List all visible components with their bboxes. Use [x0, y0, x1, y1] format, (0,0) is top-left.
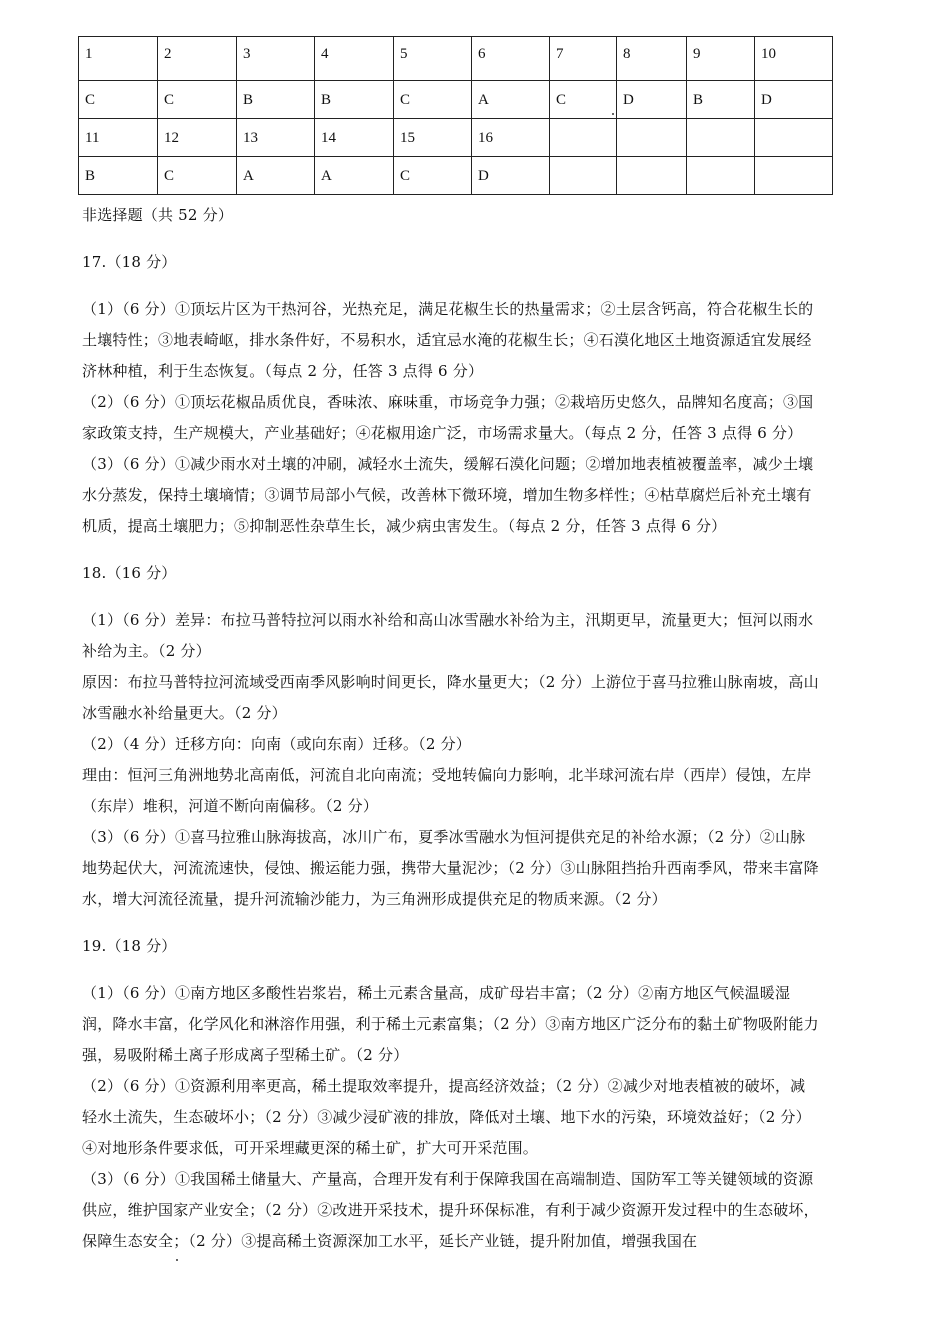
- table-cell: A: [315, 157, 394, 195]
- q17-part-2: （2）（6 分）①顶坛花椒品质优良，香味浓、麻味重，市场竞争力强；②栽培历史悠久，品牌知名度高；③国家政策支持，生产规模大，产业基础好；④花椒用途广泛，市场需求量大。（每点 2 分，任答 3 点得 6 分）: [82, 393, 814, 442]
- scan-speck: [176, 1259, 178, 1261]
- table-cell: 2: [158, 37, 237, 81]
- table-cell: D: [617, 81, 687, 119]
- table-cell: [755, 119, 833, 157]
- table-cell: 12: [158, 119, 237, 157]
- table-cell: 9: [687, 37, 755, 81]
- table-cell: 8: [617, 37, 687, 81]
- table-cell: 3: [237, 37, 315, 81]
- table-cell: A: [472, 81, 550, 119]
- table-cell: [550, 119, 617, 157]
- table-cell: B: [687, 81, 755, 119]
- table-cell: 4: [315, 37, 394, 81]
- table-cell: A: [237, 157, 315, 195]
- table-cell: 10: [755, 37, 833, 81]
- table-cell: C: [158, 81, 237, 119]
- answer-table-body: [79, 37, 833, 195]
- q19-part-1: （1）（6 分）①南方地区多酸性岩浆岩，稀土元素含量高，成矿母岩丰富；（2 分）②南方地区气候温暖湿润，降水丰富，化学风化和淋溶作用强，利于稀土元素富集；（2 分）③南方地区广泛分布的黏土矿物吸附能力强，易吸附稀土离子形成离子型稀土矿。（2 分）: [82, 984, 819, 1064]
- table-cell: C: [394, 81, 472, 119]
- table-cell: [617, 157, 687, 195]
- table-cell: 16: [472, 119, 550, 157]
- table-cell: 1: [79, 37, 158, 81]
- q18-part-2-reason: 理由：恒河三角洲地势北高南低，河流自北向南流；受地转偏向力影响，北半球河流右岸（西岸）侵蚀，左岸（东岸）堆积，河道不断向南偏移。（2 分）: [82, 766, 812, 815]
- answer-content: [82, 200, 820, 1257]
- q19-part-2: （2）（6 分）①资源利用率更高，稀土提取效率提升，提高经济效益；（2 分）②减少对地表植被的破坏，减轻水土流失，生态破坏小；（2 分）③减少浸矿液的排放，降低对土壤、地下水的污染，环境效益好；（2 分）④对地形条件要求低，可开采埋藏更深的稀土矿，扩大可开采范围。: [82, 1077, 811, 1157]
- table-cell: [550, 157, 617, 195]
- scan-speck: [612, 113, 614, 115]
- table-cell: D: [755, 81, 833, 119]
- table-cell: C: [79, 81, 158, 119]
- question-18-title: 18.（16 分）: [82, 564, 177, 582]
- q17-part-3: （3）（6 分）①减少雨水对土壤的冲刷，减轻水土流失，缓解石漠化问题；②增加地表植被覆盖率，减少土壤水分蒸发，保持土壤墒情；③调节局部小气候，改善林下微环境，增加生物多样性；④枯草腐烂后补充土壤有机质，提高土壤肥力；⑤抑制恶性杂草生长，减少病虫害发生。（每点 2 分，任答 3 点得 6 分）: [82, 455, 814, 535]
- table-cell: B: [237, 81, 315, 119]
- table-cell: 15: [394, 119, 472, 157]
- section-title: 非选择题（共 52 分）: [82, 206, 234, 224]
- table-cell: [687, 157, 755, 195]
- answer-table: [78, 36, 833, 195]
- table-cell: 13: [237, 119, 315, 157]
- table-cell: C: [394, 157, 472, 195]
- question-number-row: [79, 37, 833, 81]
- q17-part-1: （1）（6 分）①顶坛片区为干热河谷，光热充足，满足花椒生长的热量需求；②土层含钙高，符合花椒生长的土壤特性；③地表崎岖，排水条件好，不易积水，适宜忌水淹的花椒生长；④石漠化地区土地资源适宜发展经济林种植，利于生态恢复。（每点 2 分，任答 3 点得 6 分）: [82, 300, 814, 380]
- table-cell: 11: [79, 119, 158, 157]
- table-cell: 14: [315, 119, 394, 157]
- q18-part-1-reason: 原因：布拉马普特拉河流域受西南季风影响时间更长，降水量更大；（2 分）上游位于喜马拉雅山脉南坡，高山冰雪融水补给量更大。（2 分）: [82, 673, 819, 722]
- table-cell: B: [79, 157, 158, 195]
- table-cell: 5: [394, 37, 472, 81]
- table-cell: B: [315, 81, 394, 119]
- table-cell: C: [550, 81, 617, 119]
- q18-part-3: （3）（6 分）①喜马拉雅山脉海拔高，冰川广布，夏季冰雪融水为恒河提供充足的补给水源；（2 分）②山脉地势起伏大，河流流速快，侵蚀、搬运能力强，携带大量泥沙；（2 分）③山脉阻挡抬升西南季风，带来丰富降水，增大河流径流量，提升河流输沙能力，为三角洲形成提供充足的物质来源。（2 分）: [82, 828, 819, 908]
- q18-part-1: （1）（6 分）差异：布拉马普特拉河以雨水补给和高山冰雪融水补给为主，汛期更早，流量更大；恒河以雨水补给为主。（2 分）: [82, 611, 814, 660]
- question-number-row: [79, 119, 833, 157]
- q19-part-3: （3）（6 分）①我国稀土储量大、产量高，合理开发有利于保障我国在高端制造、国防军工等关键领域的资源供应，维护国家产业安全；（2 分）②改进开采技术，提升环保标准，有利于减少资源开发过程中的生态破坏，保障生态安全；（2 分）③提高稀土资源深加工水平，延长产业链，提升附加值，增强我国在: [82, 1170, 819, 1250]
- table-cell: D: [472, 157, 550, 195]
- answer-key-row: [79, 157, 833, 195]
- q18-part-2: （2）（4 分）迁移方向：向南（或向东南）迁移。（2 分）: [82, 735, 471, 753]
- answer-key-row: [79, 81, 833, 119]
- table-cell: 7: [550, 37, 617, 81]
- table-cell: [755, 157, 833, 195]
- question-17-title: 17.（18 分）: [82, 253, 177, 271]
- table-cell: [617, 119, 687, 157]
- question-19-title: 19.（18 分）: [82, 937, 177, 955]
- table-cell: 6: [472, 37, 550, 81]
- table-cell: [687, 119, 755, 157]
- table-cell: C: [158, 157, 237, 195]
